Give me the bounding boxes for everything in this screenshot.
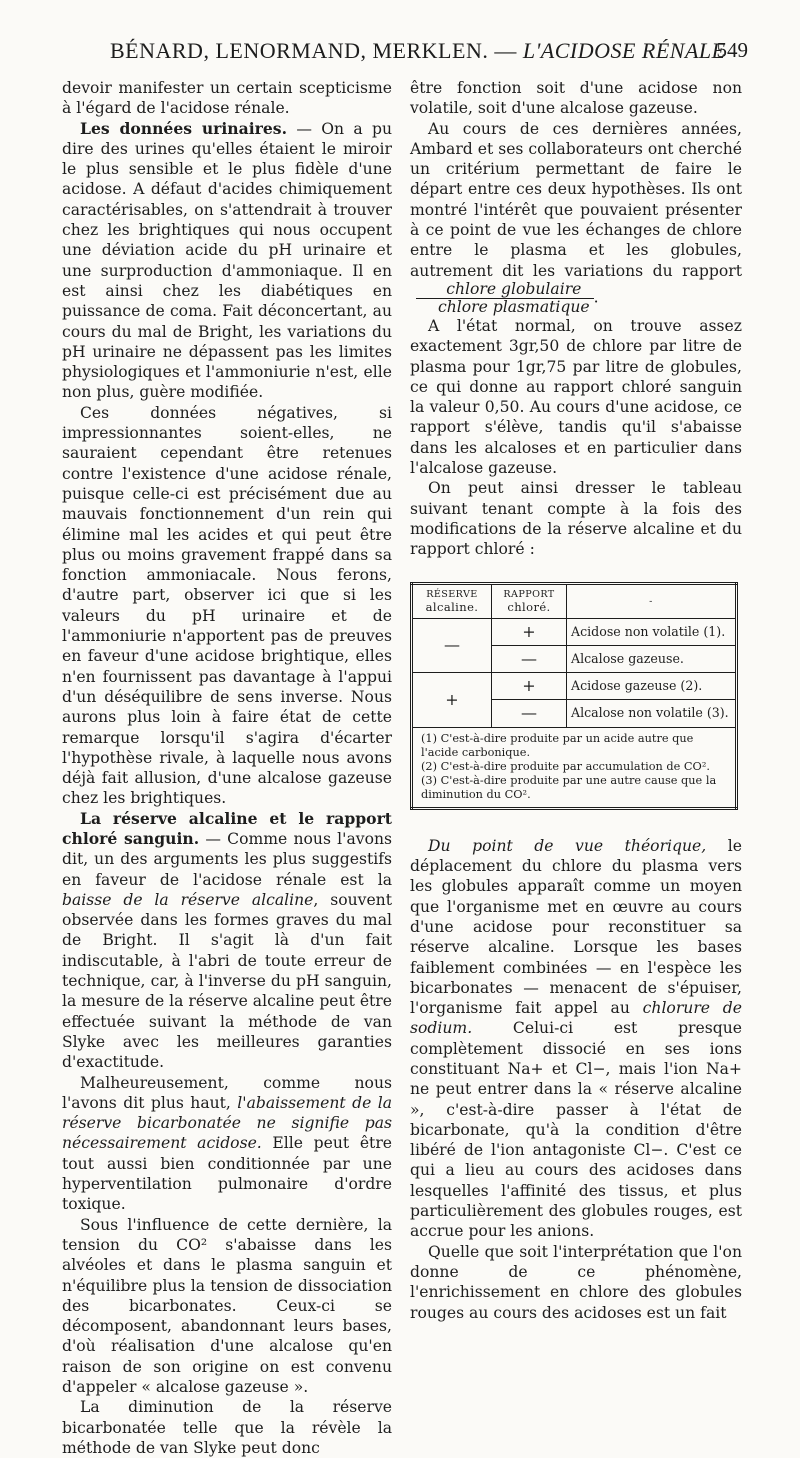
table-cell: Acidose gazeuse (2). [567, 673, 737, 700]
paragraph: La diminution de la réserve bicarbonatée telle que la révèle la méthode de van Slyke peut donc [62, 1398, 392, 1457]
paragraph: On peut ainsi dresser le tableau suivant tenant compte à la fois des modifications de la réserve alcaline et du rapport chloré : [410, 479, 742, 559]
right-column [410, 78, 742, 1323]
classification-table [410, 582, 738, 810]
table-row [412, 618, 737, 645]
paragraph: Au cours de ces dernières années, Ambard et ses collaborateurs ont cherché un critérium permettant de faire le départ entre ces deux hypothèses. Ils ont montré l'intérêt que pouvaient présenter à ce point de vue les échanges de chlore entre le plasma et les globules, autrement dit les variations du rapport $\frac{\text{chlore globulaire}}{\text{chlore plasmatique}}$ . [410, 119, 742, 316]
left-column [62, 78, 392, 1458]
header-title: L'ACIDOSE RÉNALE [522, 38, 726, 63]
table-row [412, 673, 737, 700]
table-footnote: (1) C'est-à-dire produite par un acide autre que l'acide carbonique. [421, 731, 694, 759]
table-cell: Acidose non volatile (1). [567, 618, 737, 645]
table-cell: — [412, 618, 492, 673]
paragraph: La réserve alcaline et le rapport chloré sanguin. — Comme nous l'avons dit, un des arguments les plus suggestifs en faveur de l'acidose rénale est la baisse de la réserve alcaline, souvent observée dans les formes graves du mal de Bright. Il s'agit là d'un fait indiscutable, à l'abri de toute erreur de technique, car, à l'inverse du pH sanguin, la mesure de la réserve alcaline peut être effectuée suivant la méthode de van Slyke avec les meilleures garanties d'exactitude. [62, 808, 392, 1072]
table-cell: Alcalose gazeuse. [567, 645, 737, 672]
paragraph: être fonction soit d'une acidose non volatile, soit d'une alcalose gazeuse. [410, 79, 742, 118]
table-cell: + [412, 673, 492, 728]
table-footnote: (3) C'est-à-dire produite par une autre cause que la diminution du CO². [421, 773, 717, 801]
paragraph: Ces données négatives, si impressionnantes soient-elles, ne sauraient cependant être retenues contre l'existence d'une acidose rénale, puisque celle-ci est précisément due au mauvais fonctionnement d'un rein qui élimine mal les acides et qui peut être plus ou moins gravement frappé dans sa fonction ammoniacale. Nous ferons, d'autre part, observer ici que si les valeurs du pH urinaire et de l'ammoniurie n'apportent pas de preuves en faveur d'une acidose brightique, elles n'en fournissent pas davantage à l'appui d'un déséquilibre de sens inverse. Nous aurons plus loin à faire état de cette remarque lorsqu'il s'agira d'écarter l'hypothèse rivale, à laquelle nous avons déjà fait allusion, d'une alcalose gazeuse chez les brightiques. [62, 403, 392, 808]
table-notes-row [412, 727, 737, 808]
ratio-fraction: $\frac{\text{chlore globulaire}}{\text{chlore plasmatique}}$ [416, 281, 594, 316]
paragraph: A l'état normal, on trouve assez exactement 3gr,50 de chlore par litre de plasma pour 1gr,75 par litre de globules, ce qui donne au rapport chloré sanguin la valeur 0,50. Au cours d'une acidose, ce rapport s'élève, tandis qu'il s'abaisse dans les alcaloses et en particulier dans l'alcalose gazeuse. [410, 316, 742, 478]
table-cell: + [492, 618, 567, 645]
header-authors: BÉNARD, LENORMAND, MERKLEN. — L'ACIDOSE RÉNALE [110, 38, 726, 63]
table-cell: — [492, 645, 567, 672]
table-notes [412, 727, 737, 808]
table-header-cell: RAPPORT chloré. [492, 583, 567, 618]
paragraph: Quelle que soit l'interprétation que l'on donne de ce phénomène, l'enrichissement en chlore des globules rouges au cours des acidoses est un fait [410, 1242, 742, 1322]
spacer [410, 810, 742, 836]
running-header [58, 38, 748, 72]
table-cell: — [492, 700, 567, 727]
paragraph: Malheureusement, comme nous l'avons dit plus haut, l'abaissement de la réserve bicarbonatée ne signifie pas nécessairement acidose. Elle peut être tout aussi bien conditionnée par une hyperventilation pulmonaire d'ordre toxique. [62, 1073, 393, 1214]
section-heading: La réserve alcaline et le rapport chloré sanguin. [62, 808, 392, 848]
paragraph: devoir manifester un certain scepticisme à l'égard de l'acidose rénale. [62, 79, 392, 118]
paragraph: Du point de vue théorique, le déplacement du chlore du plasma vers les globules apparaît comme un moyen que l'organisme met en œuvre au cours d'une acidose pour reconstituer sa réserve alcaline. Lorsque les bases faiblement combinées — en l'espèce les bicarbonates — menacent de s'épuiser, l'organisme fait appel au chlorure de sodium. Celui-ci est presque complètement dissocié en ses ions constituant Na+ et Cl−, mais l'ion Na+ ne peut entrer dans la « réserve alcaline », c'est-à-dire passer à l'état de bicarbonate, qu'à la condition d'être libéré de l'ion antagoniste Cl−. C'est ce qui a lieu au cours des acidoses dans lesquelles l'affinité des tissus, et plus particulièrement des globules rouges, est accrue pour les anions. [410, 836, 742, 1241]
paragraph: Sous l'influence de cette dernière, la tension du CO² s'abaisse dans les alvéoles et dans le plasma sanguin et n'équilibre plus la tension de dissociation des bicarbonates. Ceux-ci se décomposent, abandonnant leurs bases, d'où réalisation d'une alcalose qu'en raison de son origine on est convenu d'appeler « alcalose gazeuse ». [62, 1215, 392, 1396]
table-cell: + [492, 673, 567, 700]
page-number: 549 [716, 38, 748, 62]
table-header-row [412, 583, 737, 618]
paragraph: Les données urinaires. — On a pu dire des urines qu'elles étaient le miroir le plus sensible et le plus fidèle d'une acidose. A défaut d'acides chimiquement caractérisables, on s'attendrait à trouver chez les brightiques qui nous occupent une déviation acide du pH urinaire et une surproduction d'ammoniaque. Il en est ainsi chez les diabétiques en puissance de coma. Fait déconcertant, au cours du mal de Bright, les variations du pH urinaire ne dépassent pas les limites physiologiques et l'ammoniurie n'est, elle non plus, guère modifiée. [62, 118, 392, 402]
table-header-cell: RÉSERVE alcaline. [412, 583, 492, 618]
table-cell: Alcalose non volatile (3). [567, 700, 737, 727]
table-header-cell: - [567, 583, 737, 618]
table-footnote: (2) C'est-à-dire produite par accumulation de CO². [421, 759, 710, 773]
section-heading: Les données urinaires. [80, 118, 288, 138]
